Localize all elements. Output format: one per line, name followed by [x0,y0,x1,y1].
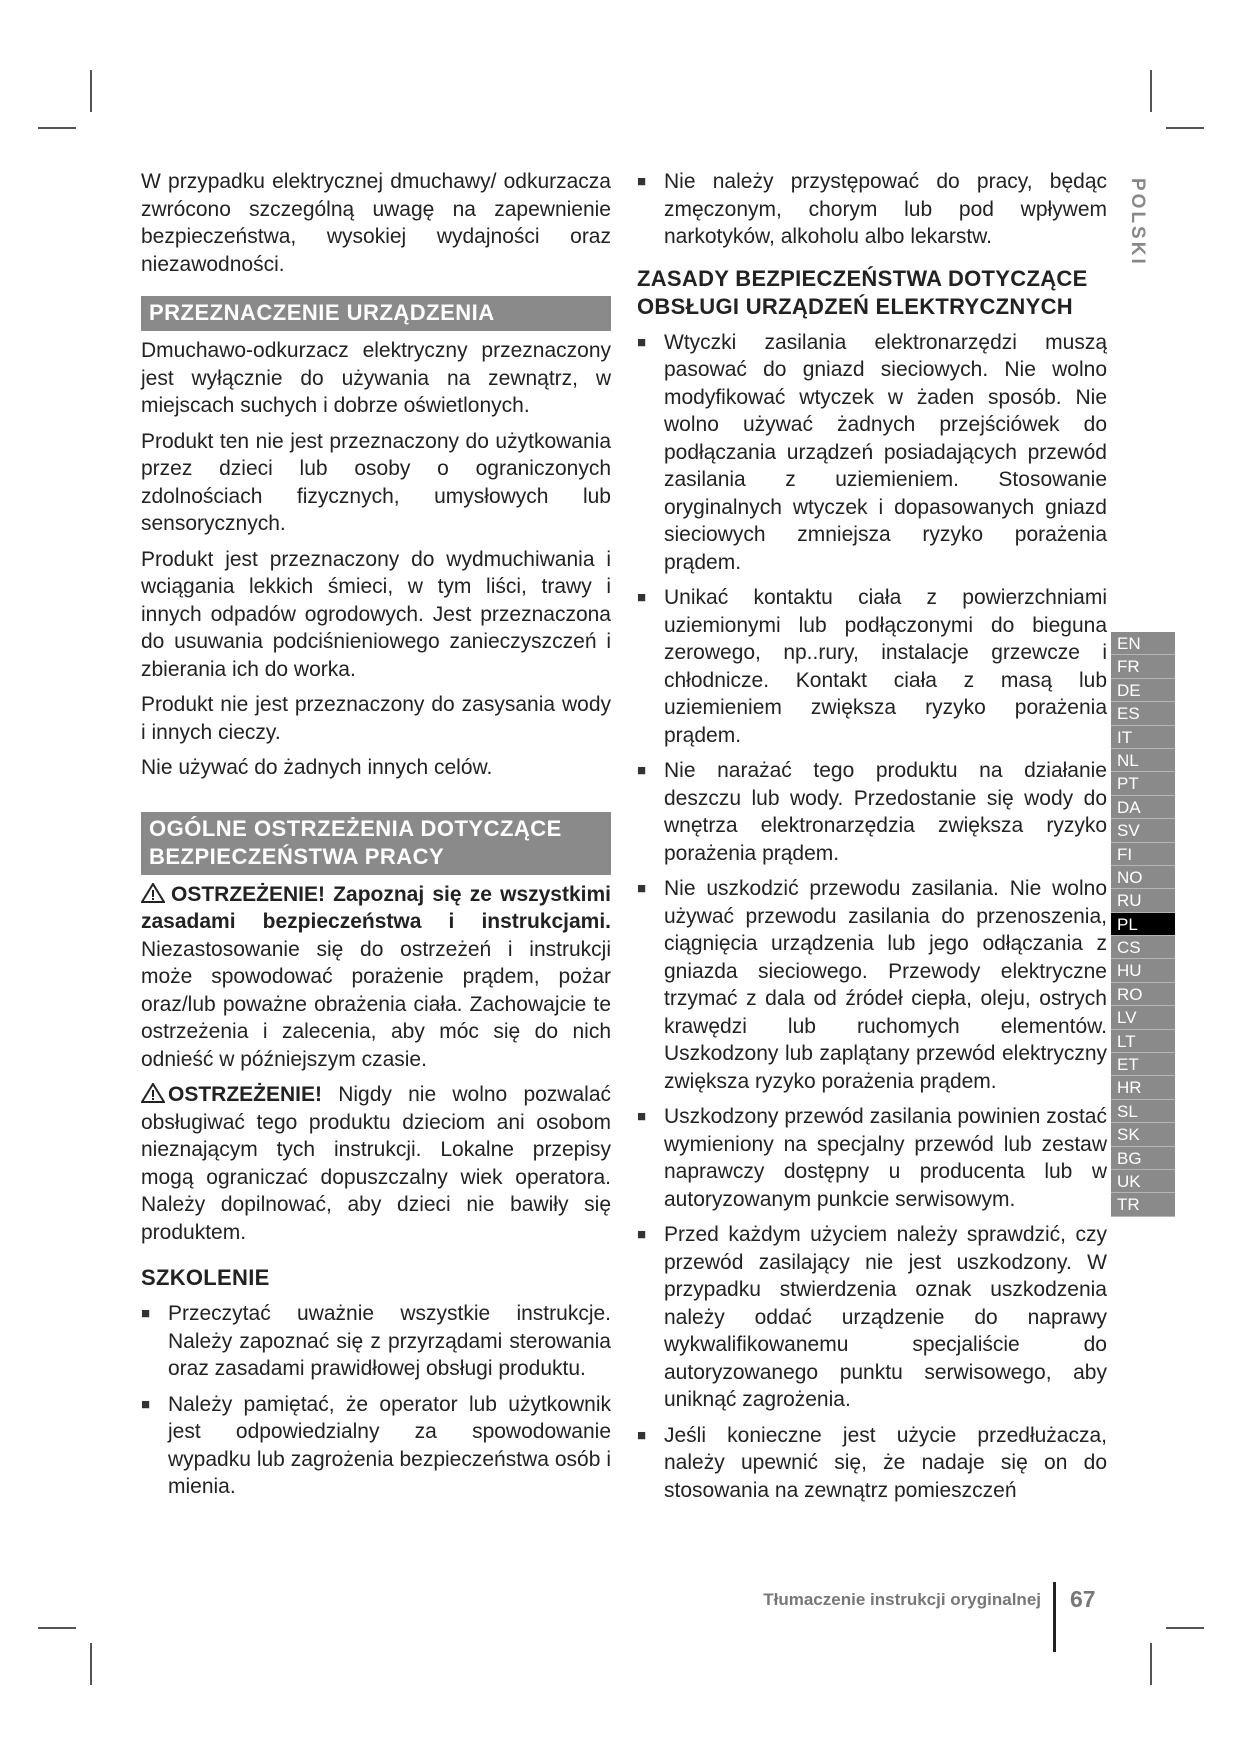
left-column [141,168,611,1509]
warning-paragraph [141,881,611,1074]
list-item-text: Jeśli konieczne jest użycie przedłużacza, należy upewnić się, że nadaje się on do stosowania na zewnątrz pomieszczeń [664,1423,1107,1502]
section-title-training: SZKOLENIE [141,1265,270,1290]
crop-mark [90,70,92,112]
right-column [637,168,1107,1512]
warning-text: Niezastosowanie się do ostrzeżeń i instrukcji może spowodować porażenie prądem, pożar oraz/lub poważne obrażenia ciała. Zachowajcie te ostrzeżenia i zalecenia, aby móc się do nich odnieść w późniejszym czasie. [141,937,611,1071]
section-title-electrical-safety [637,265,1107,321]
language-tab-bg[interactable]: BG [1111,1147,1175,1170]
bullet-icon: ■ [637,1108,647,1125]
language-tab-lv[interactable]: LV [1111,1006,1175,1029]
language-tab-ru[interactable]: RU [1111,889,1175,912]
section-title-line: BEZPIECZEŃSTWA PRACY [149,843,445,869]
language-tab-tr[interactable]: TR [1111,1193,1175,1216]
section-title-line: OBSŁUGI URZĄDZEŃ ELEKTRYCZNYCH [637,293,1073,319]
section-title-line: ZASADY BEZPIECZEŃSTWA DOTYCZĄCE [637,265,1088,291]
language-tab-pl[interactable]: PL [1111,913,1175,936]
list-item [637,584,1107,749]
bullet-icon: ■ [637,173,647,190]
footer-caption: Tłumaczenie instrukcji oryginalnej [763,1590,1041,1609]
list-item-text: Przeczytać uważnie wszystkie instrukcje. Należy zapoznać się z przyrządami sterowania oraz zasadami prawidłowej obsługi produktu. [168,1302,611,1380]
crop-mark [1150,70,1152,112]
list-item [637,1422,1107,1505]
language-tab-da[interactable]: DA [1111,796,1175,819]
paragraph: Dmuchawo-odkurzacz elektryczny przeznaczony jest wyłącznie do używania na zewnątrz, w miejscach suchych i dobrze oświetlonych. [141,339,611,417]
paragraph: Produkt jest przeznaczony do wydmuchiwania i wciągania lekkich śmieci, w tym liści, trawy i innych odpadów ogrodowych. Jest przeznaczona do usuwania podciśnieniowego zanieczyszczeń i zbierania ich do worka. [141,547,611,681]
list-item [637,875,1107,1095]
bullet-icon: ■ [141,1395,151,1413]
language-tab-sl[interactable]: SL [1111,1100,1175,1123]
list-item-text: Należy pamiętać, że operator lub użytkownik jest odpowiedzialny za spowodowanie wypadku lub zagrożenia bezpieczeństwa osób i mienia. [168,1392,611,1498]
list-item [141,1391,611,1501]
language-tabs [1111,632,1175,1217]
list-item-text: Unikać kontaktu ciała z powierzchniami uziemionymi lub podłączonymi do bieguna zerowego, np..rury, instalacje grzewcze i chłodnicze. Kontakt ciała z masą lub uziemieniem zwiększa ryzyko porażenia prądem. [664,586,1107,747]
crop-mark [38,127,76,129]
language-tab-en[interactable]: EN [1111,632,1175,655]
list-item-text: Nie narażać tego produktu na działanie deszczu lub wody. Przedostanie się wody do wnętrza elektronarzędzia zwiększa ryzyko porażenia prądem. [664,759,1107,865]
list-item [141,1300,611,1383]
crop-mark [1166,1627,1204,1629]
bullet-icon: ■ [637,1226,647,1243]
language-tab-it[interactable]: IT [1111,726,1175,749]
list-item [637,757,1107,867]
list-item-text: Uszkodzony przewód zasilania powinien zostać wymieniony na specjalny przewód lub zestaw naprawczy dostępny u producenta lub w autoryzowanym punkcie serwisowym. [664,1105,1107,1211]
list-item [637,1221,1107,1414]
section-title-intended-use: PRZEZNACZENIE URZĄDZENIA [141,296,611,331]
warning-bold: OSTRZEŻENIE! [168,1083,323,1106]
language-tab-fr[interactable]: FR [1111,655,1175,678]
list-item-text: Przed każdym użyciem należy sprawdzić, czy przewód zasilający nie jest uszkodzony. W przypadku stwierdzenia oznak uszkodzenia należy oddać urządzenie do naprawy wykwalifikowanemu specjaliście do autoryzowanego punktu serwisowego, aby uniknąć zagrożenia. [664,1223,1107,1411]
bullet-icon: ■ [637,333,647,351]
language-tab-sk[interactable]: SK [1111,1123,1175,1146]
warning-paragraph [141,1081,611,1246]
list-item [637,329,1107,577]
language-tab-fi[interactable]: FI [1111,843,1175,866]
paragraph: Produkt ten nie jest przeznaczony do użytkowania przez dzieci lub osoby o ograniczonych zdolnościach fizycznych, umysłowych lub sensorycznych. [141,429,611,535]
list-item-text: Wtyczki zasilania elektronarzędzi muszą pasować do gniazd sieciowych. Nie wolno modyfikować wtyczek w żaden sposób. Nie wolno używać żadnych przejściówek do podłączania urządzeń posiadających przewód zasilania z uziemieniem. Stosowanie oryginalnych wtyczek i dopasowanych gniazd sieciowych zmniejsza ryzyko porażenia prądem. [664,330,1107,574]
language-tab-ro[interactable]: RO [1111,983,1175,1006]
warning-bold: OSTRZEŻENIE! Zapoznaj się ze wszystkimi zasadami bezpieczeństwa i instrukcjami. [141,882,611,933]
language-tab-no[interactable]: NO [1111,866,1175,889]
language-tab-et[interactable]: ET [1111,1053,1175,1076]
list-item-text: Nie należy przystępować do pracy, będąc zmęczonym, chorym lub pod wpływem narkotyków, alkoholu albo lekarstw. [664,170,1107,248]
language-tab-pt[interactable]: PT [1111,772,1175,795]
list-item [637,1103,1107,1213]
intro-paragraph: W przypadku elektrycznej dmuchawy/ odkurzacza zwrócono szczególną uwagę na zapewnienie bezpieczeństwa, wysokiej wydajności oraz niezawodności. [141,170,611,276]
language-tab-hu[interactable]: HU [1111,959,1175,982]
language-side-label: POLSKI [1127,178,1148,267]
crop-mark [1150,1643,1152,1685]
language-tab-uk[interactable]: UK [1111,1170,1175,1193]
language-tab-lt[interactable]: LT [1111,1030,1175,1053]
crop-mark [1166,127,1204,129]
warning-icon [141,1083,165,1103]
section-title-general-warnings [141,812,611,875]
crop-mark [90,1643,92,1685]
bullet-icon: ■ [637,1426,647,1444]
language-tab-hr[interactable]: HR [1111,1076,1175,1099]
bullet-icon: ■ [637,880,647,897]
warning-icon [141,883,165,903]
language-tab-cs[interactable]: CS [1111,936,1175,959]
language-tab-de[interactable]: DE [1111,679,1175,702]
paragraph: Produkt nie jest przeznaczony do zasysania wody i innych cieczy. [141,693,611,744]
section-title-line: OGÓLNE OSTRZEŻENIA DOTYCZĄCE [149,815,562,841]
language-tab-es[interactable]: ES [1111,702,1175,725]
bullet-icon: ■ [637,589,647,606]
list-item-text: Nie uszkodzić przewodu zasilania. Nie wolno używać przewodu zasilania do przenoszenia, ciągnięcia urządzenia lub jego odłączania z gniazda sieciowego. Przewody elektryczne trzymać z dala od źródeł ciepła, oleju, ostrych krawędzi lub ruchomych elementów. Uszkodzony lub zaplątany przewód elektryczny zwiększa ryzyko porażenia prądem. [664,877,1107,1093]
language-tab-nl[interactable]: NL [1111,749,1175,772]
language-tab-sv[interactable]: SV [1111,819,1175,842]
list-item [637,168,1107,251]
bullet-icon: ■ [141,1305,151,1322]
paragraph: Nie używać do żadnych innych celów. [141,756,493,779]
warning-text: Nigdy nie wolno pozwalać obsługiwać tego produktu dzieciom ani osobom nieznającym tych instrukcji. Lokalne przepisy mogą ograniczać dopuszczalny wiek operatora. Należy dopilnować, aby dzieci nie bawiły się produktem. [141,1083,611,1244]
page-number: 67 [1070,1586,1096,1612]
bullet-icon: ■ [637,762,647,779]
footer-divider [1053,1582,1056,1652]
crop-mark [38,1627,76,1629]
